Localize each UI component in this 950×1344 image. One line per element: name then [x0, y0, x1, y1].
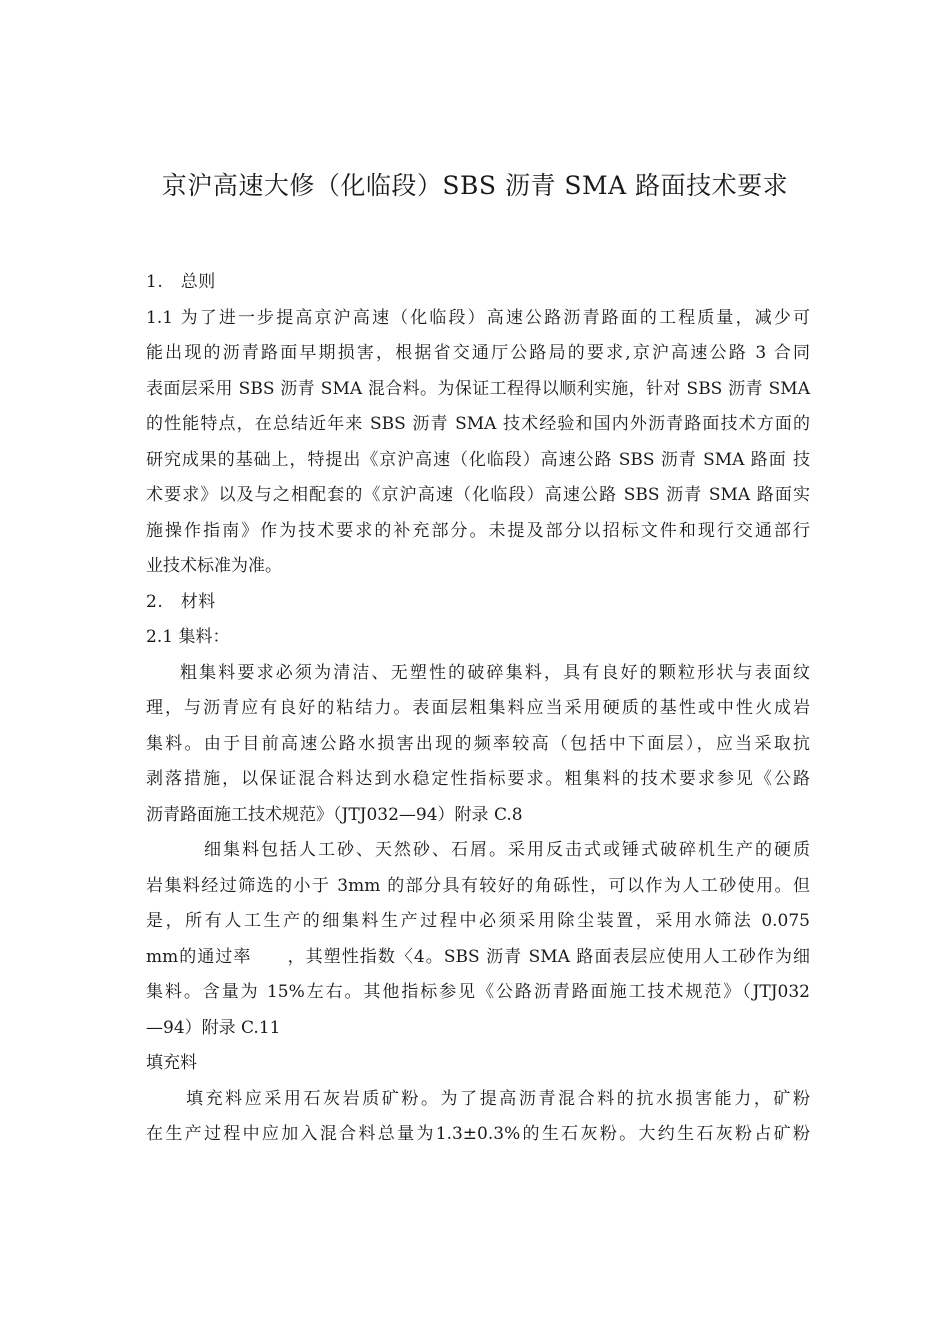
paragraph-line: 集料。由于目前高速公路水损害出现的频率较高（包括中下面层），应当采取抗 [146, 733, 810, 754]
paragraph-line: 术要求》以及与之相配套的《京沪高速（化临段）高速公路 SBS 沥青 SMA 路面实 [146, 485, 810, 505]
paragraph-line: 业技术标准为准。 [146, 556, 282, 576]
paragraph-line: 在生产过程中应加入混合料总量为1.3±0.3%的生石灰粉。大约生石灰粉占矿粉 [146, 1124, 810, 1144]
paragraph-line: 施操作指南》作为技术要求的补充部分。未提及部分以招标文件和现行交通部行 [146, 520, 810, 541]
paragraph-line: 沥青路面施工技术规范》（JTJ032—94）附录 C.8 [146, 804, 523, 825]
paragraph-line: 能出现的沥青路面早期损害，根据省交通厅公路局的要求,京沪高速公路 3 合同 [146, 343, 810, 363]
subsection-heading-aggregate: 2.1 集料： [146, 627, 230, 647]
paragraph-line: 表面层采用 SBS 沥青 SMA 混合料。为保证工程得以顺利实施，针对 SBS 沥青 SMA [146, 378, 810, 399]
paragraph-line: 粗集料要求必须为清洁、无塑性的破碎集料，具有良好的颗粒形状与表面纹 [180, 662, 810, 683]
paragraph-line: —94）附录 C.11 [146, 1017, 281, 1038]
paragraph-line: 是，所有人工生产的细集料生产过程中必须采用除尘装置，采用水筛法 0.075 [146, 911, 810, 931]
paragraph-line: 岩集料经过筛选的小于 3mm 的部分具有较好的角砾性，可以作为人工砂使用。但 [146, 875, 810, 896]
subsection-heading-filler: 填充料 [146, 1053, 197, 1073]
document-title: 京沪高速大修（化临段）SBS 沥青 SMA 路面技术要求 [161, 171, 789, 200]
section-heading-general: 1. 总则 [146, 272, 216, 292]
paragraph-line: 细集料包括人工砂、天然砂、石屑。采用反击式或锤式破碎机生产的硬质 [204, 840, 810, 860]
paragraph-line: 1.1 为了进一步提高京沪高速（化临段）高速公路沥青路面的工程质量，减少可 [146, 307, 810, 328]
section-heading-materials: 2. 材料 [146, 591, 216, 612]
paragraph-line: 填充料应采用石灰岩质矿粉。为了提高沥青混合料的抗水损害能力，矿粉 [186, 1088, 810, 1109]
paragraph-line: mm的通过率 ，其塑性指数〈4。SBS 沥青 SMA 路面表层应使用人工砂作为细 [146, 946, 810, 967]
paragraph-line: 集料。含量为 15%左右。其他指标参见《公路沥青路面施工技术规范》（JTJ032 [146, 982, 810, 1002]
document-body [146, 265, 810, 1153]
paragraph-line: 理，与沥青应有良好的粘结力。表面层粗集料应当采用硬质的基性或中性火成岩 [146, 698, 810, 718]
paragraph-line: 剥落措施，以保证混合料达到水稳定性指标要求。粗集料的技术要求参见《公路 [146, 769, 810, 789]
paragraph-line: 的性能特点，在总结近年来 SBS 沥青 SMA 技术经验和国内外沥青路面技术方面的 [146, 414, 810, 434]
paragraph-line: 研究成果的基础上，特提出《京沪高速（化临段）高速公路 SBS 沥青 SMA 路面 技 [146, 449, 810, 470]
